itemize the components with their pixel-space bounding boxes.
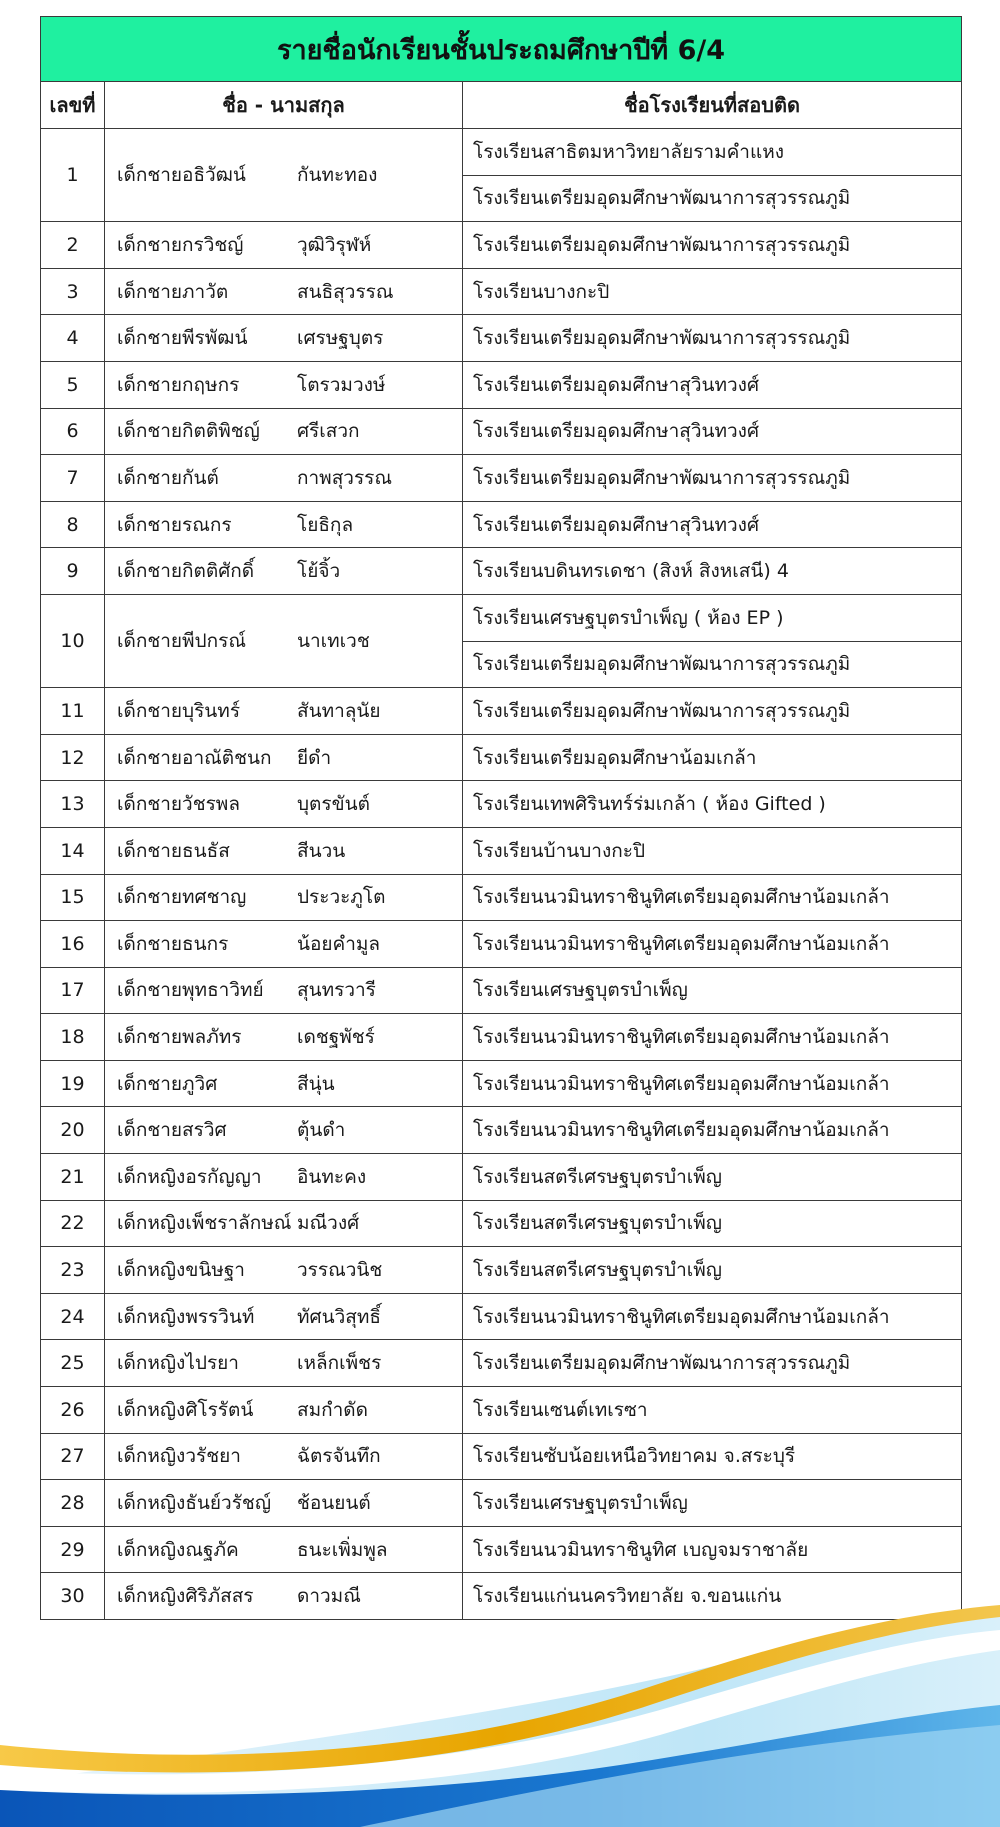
school-name: โรงเรียนสตรีเศรษฐบุตรบำเพ็ญ — [463, 1154, 962, 1201]
student-last-name: เดชฐพัชร์ — [297, 1026, 375, 1049]
student-name — [105, 1060, 463, 1107]
table-row — [41, 1340, 962, 1387]
student-number: 3 — [41, 268, 105, 315]
school-name: โรงเรียนนวมินทราชินูทิศเตรียมอุดมศึกษาน้อมเกล้า — [463, 921, 962, 968]
school-name: โรงเรียนเตรียมอุดมศึกษาพัฒนาการสุวรรณภูมิ — [463, 315, 962, 362]
table-row — [41, 455, 962, 502]
table-row — [41, 268, 962, 315]
student-number: 23 — [41, 1247, 105, 1294]
student-last-name: น้อยคำมูล — [297, 932, 381, 955]
student-number: 4 — [41, 315, 105, 362]
school-name: โรงเรียนเตรียมอุดมศึกษาพัฒนาการสุวรรณภูมิ — [463, 175, 962, 222]
student-last-name: โตรวมวงษ์ — [297, 373, 386, 396]
school-name: โรงเรียนเตรียมอุดมศึกษาสุวินทวงศ์ — [463, 501, 962, 548]
student-first-name: เด็กหญิงพรรวินท์ — [117, 1305, 255, 1328]
table-row — [41, 129, 962, 176]
table-row — [41, 1014, 962, 1061]
student-name — [105, 222, 463, 269]
table-row — [41, 688, 962, 735]
student-first-name: เด็กชายกรวิชญ์ — [117, 233, 244, 256]
student-last-name: สันทาลุนัย — [297, 699, 381, 722]
student-number: 28 — [41, 1480, 105, 1527]
student-name — [105, 874, 463, 921]
student-first-name: เด็กชายสรวิศ — [117, 1119, 227, 1142]
student-number: 22 — [41, 1200, 105, 1247]
student-number: 19 — [41, 1060, 105, 1107]
school-name: โรงเรียนนวมินทราชินูทิศเตรียมอุดมศึกษาน้อมเกล้า — [463, 1293, 962, 1340]
table-row — [41, 1107, 962, 1154]
student-number: 1 — [41, 129, 105, 222]
student-number: 24 — [41, 1293, 105, 1340]
table-row — [41, 1387, 962, 1434]
student-number: 17 — [41, 967, 105, 1014]
student-number: 14 — [41, 827, 105, 874]
student-last-name: ตุ้นดำ — [297, 1119, 346, 1142]
student-number: 16 — [41, 921, 105, 968]
table-row — [41, 967, 962, 1014]
table-row — [41, 1247, 962, 1294]
student-first-name: เด็กหญิงเพ็ชราลักษณ์ — [117, 1212, 292, 1235]
student-name — [105, 315, 463, 362]
student-last-name: โย้จิ้ว — [297, 560, 341, 583]
student-last-name: สีนุ่น — [297, 1072, 335, 1095]
student-first-name: เด็กชายรณกร — [117, 513, 232, 536]
student-number: 10 — [41, 594, 105, 687]
table-row — [41, 1293, 962, 1340]
student-name — [105, 1526, 463, 1573]
school-name: โรงเรียนซับน้อยเหนือวิทยาคม จ.สระบุรี — [463, 1433, 962, 1480]
student-name — [105, 921, 463, 968]
student-name — [105, 408, 463, 455]
student-last-name: ยีดำ — [297, 746, 332, 769]
student-last-name: ดาวมณี — [297, 1585, 361, 1608]
student-name — [105, 1154, 463, 1201]
student-first-name: เด็กหญิงศิริภัสสร — [117, 1585, 254, 1608]
header-no: เลขที่ — [41, 82, 105, 129]
student-first-name: เด็กหญิงณฐภัค — [117, 1538, 239, 1561]
student-number: 9 — [41, 548, 105, 595]
student-first-name: เด็กหญิงอรกัญญา — [117, 1165, 262, 1188]
student-last-name: เศรษฐบุตร — [297, 327, 384, 350]
student-last-name: สุนทรวารี — [297, 979, 376, 1002]
student-last-name: อินทะคง — [297, 1165, 367, 1188]
student-last-name: เหล็กเพ็ชร — [297, 1352, 382, 1375]
student-last-name: บุตรขันต์ — [297, 793, 370, 816]
student-name — [105, 1293, 463, 1340]
student-name — [105, 1014, 463, 1061]
table-row — [41, 827, 962, 874]
school-name: โรงเรียนสตรีเศรษฐบุตรบำเพ็ญ — [463, 1247, 962, 1294]
student-name — [105, 781, 463, 828]
table-row — [41, 1526, 962, 1573]
student-last-name: มณีวงศ์ — [297, 1212, 360, 1235]
table-row — [41, 222, 962, 269]
student-name — [105, 268, 463, 315]
student-name — [105, 1340, 463, 1387]
school-name: โรงเรียนนวมินทราชินูทิศเตรียมอุดมศึกษาน้อมเกล้า — [463, 1014, 962, 1061]
school-name: โรงเรียนเตรียมอุดมศึกษาพัฒนาการสุวรรณภูมิ — [463, 455, 962, 502]
student-number: 15 — [41, 874, 105, 921]
student-number: 30 — [41, 1573, 105, 1620]
student-last-name: สนธิสุวรรณ — [297, 280, 394, 303]
table-row — [41, 781, 962, 828]
student-first-name: เด็กชายทศชาญ — [117, 886, 247, 909]
student-name — [105, 967, 463, 1014]
student-name — [105, 1247, 463, 1294]
student-last-name: ศรีเสวก — [297, 420, 360, 443]
table-row — [41, 1480, 962, 1527]
student-first-name: เด็กชายอธิวัฒน์ — [117, 164, 246, 187]
student-first-name: เด็กชายธนธัส — [117, 839, 230, 862]
student-table — [40, 16, 962, 1620]
student-name — [105, 1107, 463, 1154]
student-first-name: เด็กชายกฤษกร — [117, 373, 240, 396]
school-name: โรงเรียนเตรียมอุดมศึกษาน้อมเกล้า — [463, 734, 962, 781]
student-name — [105, 1387, 463, 1434]
table-row — [41, 1154, 962, 1201]
student-name — [105, 734, 463, 781]
school-name: โรงเรียนนวมินทราชินูทิศเตรียมอุดมศึกษาน้อมเกล้า — [463, 874, 962, 921]
table-row — [41, 594, 962, 641]
table-row — [41, 921, 962, 968]
student-number: 13 — [41, 781, 105, 828]
school-name: โรงเรียนนวมินทราชินูทิศเตรียมอุดมศึกษาน้อมเกล้า — [463, 1107, 962, 1154]
page-title: รายชื่อนักเรียนชั้นประถมศึกษาปีที่ 6/4 — [41, 17, 962, 82]
header-name: ชื่อ - นามสกุล — [105, 82, 463, 129]
table-row — [41, 408, 962, 455]
student-first-name: เด็กชายอาณัติชนก — [117, 746, 272, 769]
table-row — [41, 501, 962, 548]
student-number: 8 — [41, 501, 105, 548]
student-number: 5 — [41, 361, 105, 408]
student-name — [105, 827, 463, 874]
student-first-name: เด็กชายกิตติศักดิ์ — [117, 560, 255, 583]
student-last-name: ธนะเพิ่มพูล — [297, 1538, 388, 1561]
school-name: โรงเรียนนวมินทราชินูทิศเตรียมอุดมศึกษาน้อมเกล้า — [463, 1060, 962, 1107]
student-first-name: เด็กชายภูวิศ — [117, 1072, 218, 1095]
student-last-name: ฉัตรจันทึก — [297, 1445, 381, 1468]
table-body — [41, 129, 962, 1620]
school-name: โรงเรียนสตรีเศรษฐบุตรบำเพ็ญ — [463, 1200, 962, 1247]
student-first-name: เด็กชายกิตติพิชญ์ — [117, 420, 260, 443]
table-row — [41, 1060, 962, 1107]
student-first-name: เด็กหญิงวรัชยา — [117, 1445, 241, 1468]
school-name: โรงเรียนเทพศิรินทร์ร่มเกล้า ( ห้อง Gifted ) — [463, 781, 962, 828]
header-school: ชื่อโรงเรียนที่สอบติด — [463, 82, 962, 129]
student-number: 21 — [41, 1154, 105, 1201]
student-first-name: เด็กชายภาวัต — [117, 280, 229, 303]
school-name: โรงเรียนเซนต์เทเรซา — [463, 1387, 962, 1434]
school-name: โรงเรียนเตรียมอุดมศึกษาสุวินทวงศ์ — [463, 361, 962, 408]
student-number: 29 — [41, 1526, 105, 1573]
table-row — [41, 874, 962, 921]
student-name — [105, 129, 463, 222]
student-last-name: กาพสุวรรณ — [297, 466, 392, 489]
student-name — [105, 1433, 463, 1480]
school-name: โรงเรียนเตรียมอุดมศึกษาพัฒนาการสุวรรณภูมิ — [463, 1340, 962, 1387]
school-name: โรงเรียนนวมินทราชินูทิศ เบญจมราชาลัย — [463, 1526, 962, 1573]
student-number: 27 — [41, 1433, 105, 1480]
table-row — [41, 315, 962, 362]
student-last-name: ประวะภูโต — [297, 886, 386, 909]
table-row — [41, 548, 962, 595]
school-name: โรงเรียนเตรียมอุดมศึกษาพัฒนาการสุวรรณภูมิ — [463, 641, 962, 688]
school-name: โรงเรียนแก่นนครวิทยาลัย จ.ขอนแก่น — [463, 1573, 962, 1620]
school-name: โรงเรียนเศรษฐบุตรบำเพ็ญ — [463, 967, 962, 1014]
student-number: 25 — [41, 1340, 105, 1387]
table-row — [41, 734, 962, 781]
title-row — [41, 17, 962, 82]
student-name — [105, 688, 463, 735]
student-first-name: เด็กชายธนกร — [117, 932, 229, 955]
decorative-wave — [0, 1595, 1000, 1827]
student-number: 7 — [41, 455, 105, 502]
student-last-name: นาเทเวช — [297, 630, 370, 653]
student-last-name: โยธิกุล — [297, 513, 354, 536]
student-number: 18 — [41, 1014, 105, 1061]
table-row — [41, 361, 962, 408]
school-name: โรงเรียนสาธิตมหาวิทยาลัยรามคำแหง — [463, 129, 962, 176]
student-name — [105, 594, 463, 687]
student-number: 12 — [41, 734, 105, 781]
student-last-name: ทัศนวิสุทธิ์ — [297, 1305, 381, 1328]
school-name: โรงเรียนบดินทรเดชา (สิงห์ สิงหเสนี) 4 — [463, 548, 962, 595]
student-first-name: เด็กชายพีปกรณ์ — [117, 630, 246, 653]
student-last-name: ช้อนยนต์ — [297, 1492, 371, 1515]
student-first-name: เด็กชายบุรินทร์ — [117, 699, 241, 722]
student-name — [105, 1480, 463, 1527]
school-name: โรงเรียนเศรษฐบุตรบำเพ็ญ — [463, 1480, 962, 1527]
school-name: โรงเรียนบ้านบางกะปิ — [463, 827, 962, 874]
student-name — [105, 1200, 463, 1247]
student-first-name: เด็กหญิงศิโรรัตน์ — [117, 1398, 254, 1421]
student-first-name: เด็กหญิงไปรยา — [117, 1352, 239, 1375]
school-name: โรงเรียนเตรียมอุดมศึกษาพัฒนาการสุวรรณภูมิ — [463, 222, 962, 269]
student-number: 6 — [41, 408, 105, 455]
student-last-name: กันทะทอง — [297, 164, 378, 187]
student-first-name: เด็กหญิงขนิษฐา — [117, 1259, 245, 1282]
table-row — [41, 1433, 962, 1480]
student-number: 2 — [41, 222, 105, 269]
student-first-name: เด็กชายพลภัทร — [117, 1026, 242, 1049]
student-last-name: สมกำดัด — [297, 1398, 368, 1421]
student-number: 26 — [41, 1387, 105, 1434]
student-first-name: เด็กชายวัชรพล — [117, 793, 240, 816]
student-last-name: วุฒิวิรุฬห์ — [297, 233, 372, 256]
school-name: โรงเรียนบางกะปิ — [463, 268, 962, 315]
school-name: โรงเรียนเศรษฐบุตรบำเพ็ญ ( ห้อง EP ) — [463, 594, 962, 641]
student-name — [105, 501, 463, 548]
school-name: โรงเรียนเตรียมอุดมศึกษาสุวินทวงศ์ — [463, 408, 962, 455]
student-name — [105, 548, 463, 595]
student-name — [105, 361, 463, 408]
student-last-name: วรรณวนิช — [297, 1259, 383, 1282]
student-first-name: เด็กชายกันต์ — [117, 466, 219, 489]
student-last-name: สีนวน — [297, 839, 346, 862]
table-row — [41, 1200, 962, 1247]
student-first-name: เด็กชายพุทธาวิทย์ — [117, 979, 264, 1002]
school-name: โรงเรียนเตรียมอุดมศึกษาพัฒนาการสุวรรณภูมิ — [463, 688, 962, 735]
student-first-name: เด็กหญิงธันย์วรัชญ์ — [117, 1492, 272, 1515]
student-number: 11 — [41, 688, 105, 735]
student-number: 20 — [41, 1107, 105, 1154]
student-first-name: เด็กชายพีรพัฒน์ — [117, 327, 248, 350]
student-name — [105, 455, 463, 502]
header-row — [41, 82, 962, 129]
